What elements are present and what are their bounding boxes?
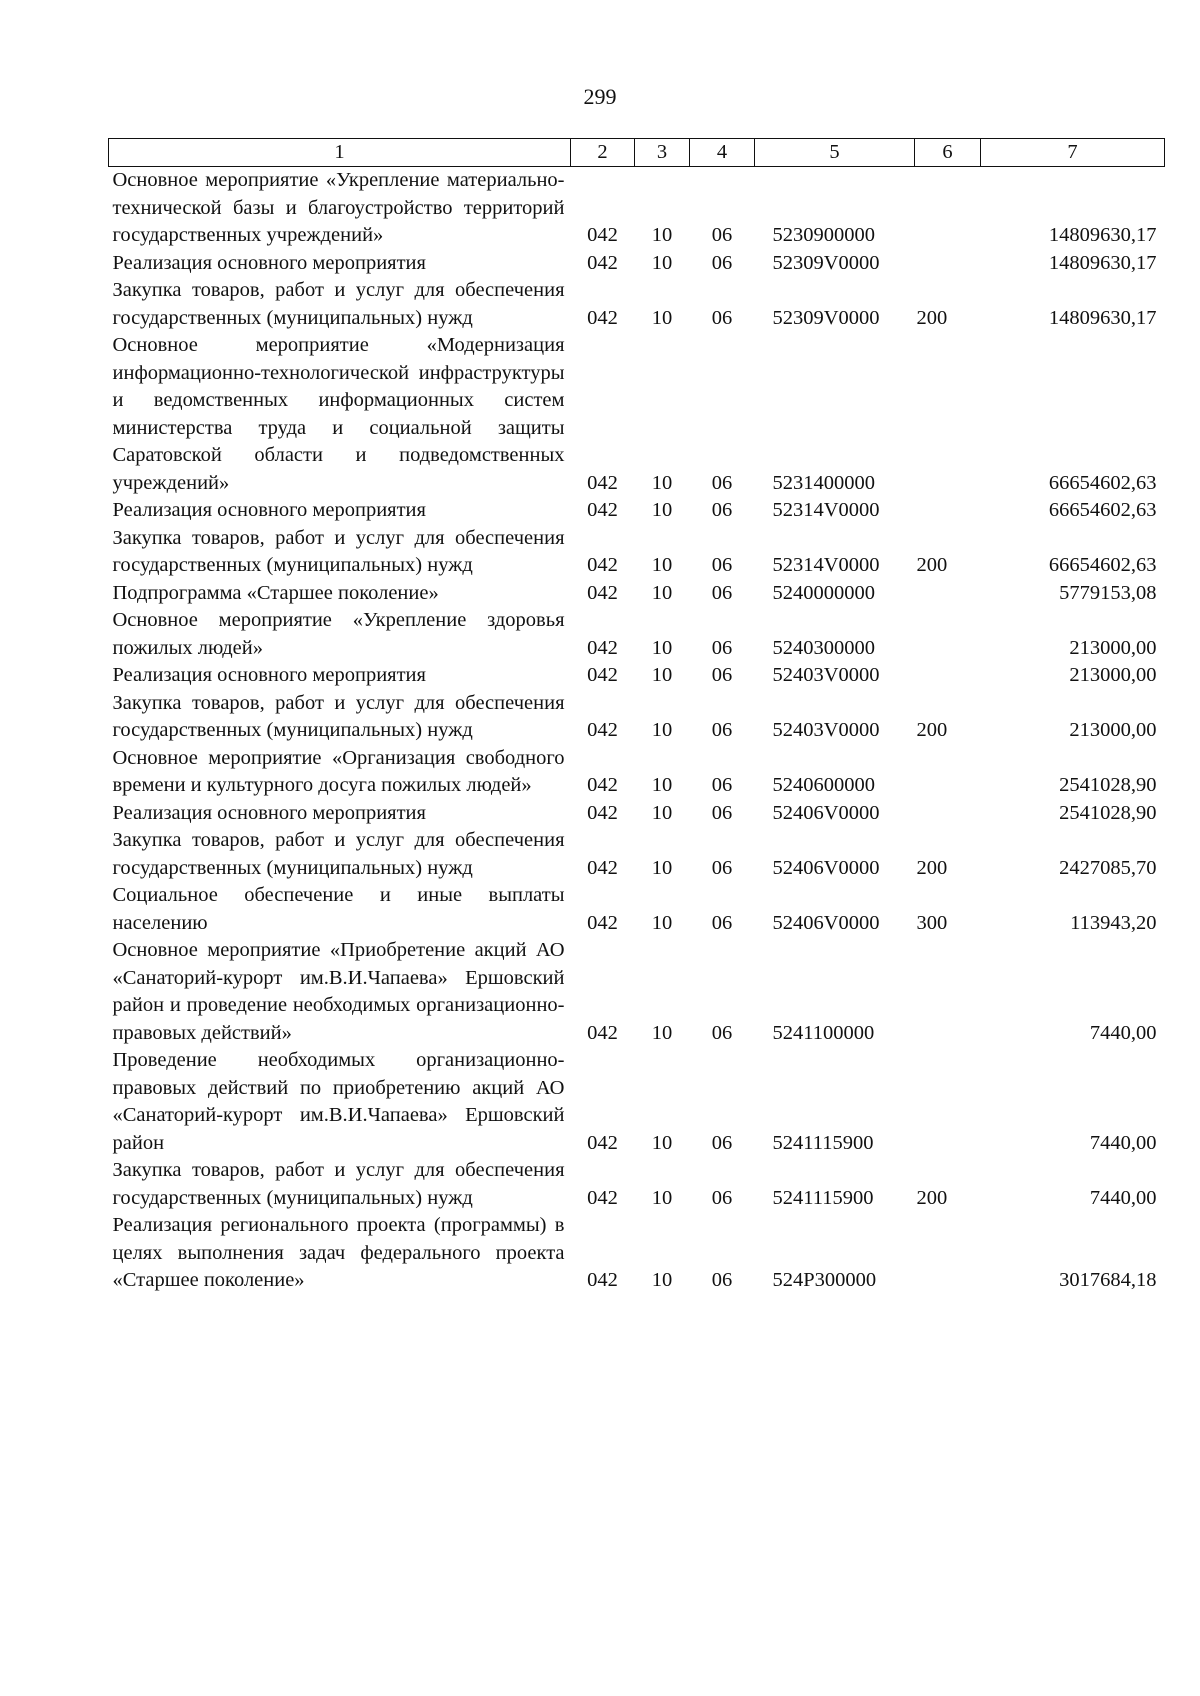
table-row bbox=[109, 662, 1165, 690]
table-row bbox=[109, 167, 1165, 250]
table-row bbox=[109, 250, 1165, 278]
row-col3: 10 bbox=[651, 554, 673, 576]
table-row bbox=[109, 277, 1165, 332]
row-type bbox=[915, 800, 981, 828]
row-col4: 06 bbox=[711, 224, 733, 246]
column-header-5: 5 bbox=[755, 139, 915, 167]
row-amount: 2541028,90 bbox=[1059, 801, 1157, 824]
row-description: Основное мероприятие «Приобретение акций АО «Санаторий-курорт им.В.И.Чапаева» Ершовский район и проведение необходимых организационно-правовых действий» bbox=[112, 939, 565, 1044]
row-code: 524P300000 bbox=[772, 1269, 877, 1291]
row-col2: 042 bbox=[587, 306, 618, 329]
row-code: 52309V0000 bbox=[772, 251, 880, 274]
row-col3: 10 bbox=[651, 1269, 673, 1291]
table-row bbox=[109, 607, 1165, 662]
row-col2: 042 bbox=[587, 581, 618, 604]
column-header-1: 1 bbox=[109, 139, 571, 167]
row-col4: 06 bbox=[711, 306, 733, 329]
row-description: Основное мероприятие «Укрепление здоровья пожилых людей» bbox=[112, 609, 565, 659]
row-code: 52309V0000 bbox=[772, 306, 880, 329]
row-amount: 5779153,08 bbox=[1059, 581, 1157, 604]
row-col4: 06 bbox=[711, 1021, 733, 1044]
table-row bbox=[109, 580, 1165, 608]
row-col4: 06 bbox=[711, 251, 733, 274]
row-col3: 10 bbox=[651, 911, 673, 934]
row-col4: 06 bbox=[711, 499, 733, 521]
row-amount: 213000,00 bbox=[1069, 719, 1157, 741]
row-type bbox=[915, 1212, 981, 1295]
row-description: Проведение необходимых организационно-правовых действий по приобретению акций АО «Санаторий-курорт им.В.И.Чапаева» Ершовский район bbox=[112, 1049, 565, 1154]
row-col3: 10 bbox=[651, 1186, 673, 1209]
row-type bbox=[915, 607, 981, 662]
row-col4: 06 bbox=[711, 1186, 733, 1209]
table-row bbox=[109, 1212, 1165, 1295]
table-row bbox=[109, 745, 1165, 800]
row-col4: 06 bbox=[711, 581, 733, 604]
row-amount: 3017684,18 bbox=[1059, 1269, 1157, 1291]
row-type bbox=[915, 497, 981, 525]
column-header-3: 3 bbox=[635, 139, 690, 167]
table-row bbox=[109, 937, 1165, 1047]
row-col3: 10 bbox=[651, 636, 673, 659]
row-code: 52406V0000 bbox=[772, 801, 880, 824]
table-row bbox=[109, 1157, 1165, 1212]
budget-table bbox=[108, 138, 1165, 1295]
page-number: 299 bbox=[583, 84, 617, 109]
row-description: Закупка товаров, работ и услуг для обеспечения государственных (муниципальных) нужд bbox=[112, 829, 565, 879]
row-type bbox=[915, 937, 981, 1047]
row-description: Закупка товаров, работ и услуг для обеспечения государственных (муниципальных) нужд bbox=[112, 1159, 565, 1209]
row-code: 52314V0000 bbox=[772, 499, 880, 521]
row-type: 200 bbox=[916, 856, 948, 879]
row-amount: 66654602,63 bbox=[1048, 554, 1157, 576]
row-col3: 10 bbox=[651, 581, 673, 604]
row-col4: 06 bbox=[711, 774, 733, 796]
row-col4: 06 bbox=[711, 1131, 733, 1154]
column-header-6: 6 bbox=[915, 139, 981, 167]
row-code: 52406V0000 bbox=[772, 856, 880, 879]
row-amount: 213000,00 bbox=[1069, 636, 1157, 659]
row-amount: 213000,00 bbox=[1069, 664, 1157, 686]
table-row bbox=[109, 827, 1165, 882]
row-col4: 06 bbox=[711, 471, 733, 494]
row-col3: 10 bbox=[651, 471, 673, 494]
row-type bbox=[915, 167, 981, 250]
row-col2: 042 bbox=[587, 251, 618, 274]
row-description: Закупка товаров, работ и услуг для обеспечения государственных (муниципальных) нужд bbox=[112, 691, 565, 741]
row-type: 200 bbox=[916, 1186, 948, 1209]
row-code: 52406V0000 bbox=[772, 911, 880, 934]
table-header-row bbox=[109, 139, 1165, 167]
row-type: 300 bbox=[916, 911, 948, 934]
row-description: Реализация регионального проекта (программы) в целях выполнения задач федерального проекта «Старшее поколение» bbox=[112, 1214, 565, 1291]
row-col2: 042 bbox=[587, 1269, 618, 1291]
row-col4: 06 bbox=[711, 856, 733, 879]
row-col4: 06 bbox=[711, 554, 733, 576]
row-col3: 10 bbox=[651, 251, 673, 274]
row-col2: 042 bbox=[587, 801, 618, 824]
table-row bbox=[109, 332, 1165, 497]
row-col3: 10 bbox=[651, 1131, 673, 1154]
row-type bbox=[915, 1047, 981, 1157]
row-col2: 042 bbox=[587, 499, 618, 521]
row-col3: 10 bbox=[651, 719, 673, 741]
row-amount: 2541028,90 bbox=[1059, 774, 1157, 796]
row-description: Основное мероприятие «Укрепление материально-технической базы и благоустройство территорий государственных учреждений» bbox=[112, 169, 565, 246]
row-description: Реализация основного мероприятия bbox=[112, 499, 426, 521]
row-amount: 14809630,17 bbox=[1048, 251, 1157, 274]
row-col2: 042 bbox=[587, 1186, 618, 1209]
row-col4: 06 bbox=[711, 911, 733, 934]
row-col3: 10 bbox=[651, 664, 673, 686]
row-col4: 06 bbox=[711, 719, 733, 741]
row-col4: 06 bbox=[711, 801, 733, 824]
table-row bbox=[109, 800, 1165, 828]
row-amount: 7440,00 bbox=[1089, 1021, 1157, 1044]
row-col2: 042 bbox=[587, 911, 618, 934]
row-col2: 042 bbox=[587, 471, 618, 494]
table-row bbox=[109, 497, 1165, 525]
row-code: 52403V0000 bbox=[772, 664, 880, 686]
row-col3: 10 bbox=[651, 499, 673, 521]
row-description: Закупка товаров, работ и услуг для обеспечения государственных (муниципальных) нужд bbox=[112, 526, 565, 576]
row-description: Закупка товаров, работ и услуг для обеспечения государственных (муниципальных) нужд bbox=[112, 279, 565, 329]
row-col2: 042 bbox=[587, 1131, 618, 1154]
column-header-7: 7 bbox=[981, 139, 1165, 167]
row-code: 52314V0000 bbox=[772, 554, 880, 576]
table-row bbox=[109, 690, 1165, 745]
row-type: 200 bbox=[916, 719, 948, 741]
row-amount: 14809630,17 bbox=[1048, 224, 1157, 246]
row-col3: 10 bbox=[651, 1021, 673, 1044]
row-type bbox=[915, 662, 981, 690]
row-code: 5240600000 bbox=[772, 774, 875, 796]
row-code: 5240300000 bbox=[772, 636, 875, 659]
row-col3: 10 bbox=[651, 306, 673, 329]
table-body bbox=[109, 167, 1165, 1295]
row-col2: 042 bbox=[587, 719, 618, 741]
row-type bbox=[915, 745, 981, 800]
row-col2: 042 bbox=[587, 856, 618, 879]
row-description: Реализация основного мероприятия bbox=[112, 664, 426, 686]
table-row bbox=[109, 525, 1165, 580]
row-amount: 113943,20 bbox=[1070, 911, 1157, 934]
row-amount: 66654602,63 bbox=[1048, 471, 1157, 494]
row-description: Подпрограмма «Старшее поколение» bbox=[112, 581, 439, 604]
row-code: 5230900000 bbox=[772, 224, 875, 246]
row-col4: 06 bbox=[711, 636, 733, 659]
row-col2: 042 bbox=[587, 636, 618, 659]
row-col2: 042 bbox=[587, 554, 618, 576]
row-col3: 10 bbox=[651, 801, 673, 824]
row-type bbox=[915, 580, 981, 608]
row-type bbox=[915, 250, 981, 278]
row-col3: 10 bbox=[651, 224, 673, 246]
table-row bbox=[109, 1047, 1165, 1157]
row-amount: 14809630,17 bbox=[1048, 306, 1157, 329]
row-amount: 2427085,70 bbox=[1059, 856, 1157, 879]
row-description: Основное мероприятие «Модернизация информационно-технологической инфраструктуры и ведомственных информационных систем министерства труда и социальной защиты Саратовской области и подведомственных учреждений» bbox=[112, 334, 565, 494]
row-code: 5241100000 bbox=[772, 1021, 875, 1044]
row-code: 5241115900 bbox=[772, 1131, 874, 1154]
row-code: 5240000000 bbox=[772, 581, 875, 604]
column-header-4: 4 bbox=[690, 139, 755, 167]
row-description: Реализация основного мероприятия bbox=[112, 251, 426, 274]
row-col2: 042 bbox=[587, 664, 618, 686]
row-col3: 10 bbox=[651, 774, 673, 796]
row-amount: 7440,00 bbox=[1089, 1186, 1157, 1209]
row-amount: 7440,00 bbox=[1089, 1131, 1157, 1154]
row-description: Социальное обеспечение и иные выплаты населению bbox=[112, 884, 565, 934]
row-col3: 10 bbox=[651, 856, 673, 879]
row-col4: 06 bbox=[711, 664, 733, 686]
row-description: Основное мероприятие «Организация свободного времени и культурного досуга пожилых людей» bbox=[112, 746, 565, 796]
table-row bbox=[109, 882, 1165, 937]
row-col2: 042 bbox=[587, 224, 618, 246]
row-code: 52403V0000 bbox=[772, 719, 880, 741]
row-type bbox=[915, 332, 981, 497]
column-header-2: 2 bbox=[571, 139, 635, 167]
row-type: 200 bbox=[916, 554, 948, 576]
row-description: Реализация основного мероприятия bbox=[112, 801, 426, 824]
row-amount: 66654602,63 bbox=[1048, 499, 1157, 521]
row-code: 5231400000 bbox=[772, 471, 875, 494]
row-col2: 042 bbox=[587, 1021, 618, 1044]
row-type: 200 bbox=[916, 306, 948, 329]
row-code: 5241115900 bbox=[772, 1186, 874, 1209]
row-col2: 042 bbox=[587, 774, 618, 796]
row-col4: 06 bbox=[711, 1269, 733, 1291]
